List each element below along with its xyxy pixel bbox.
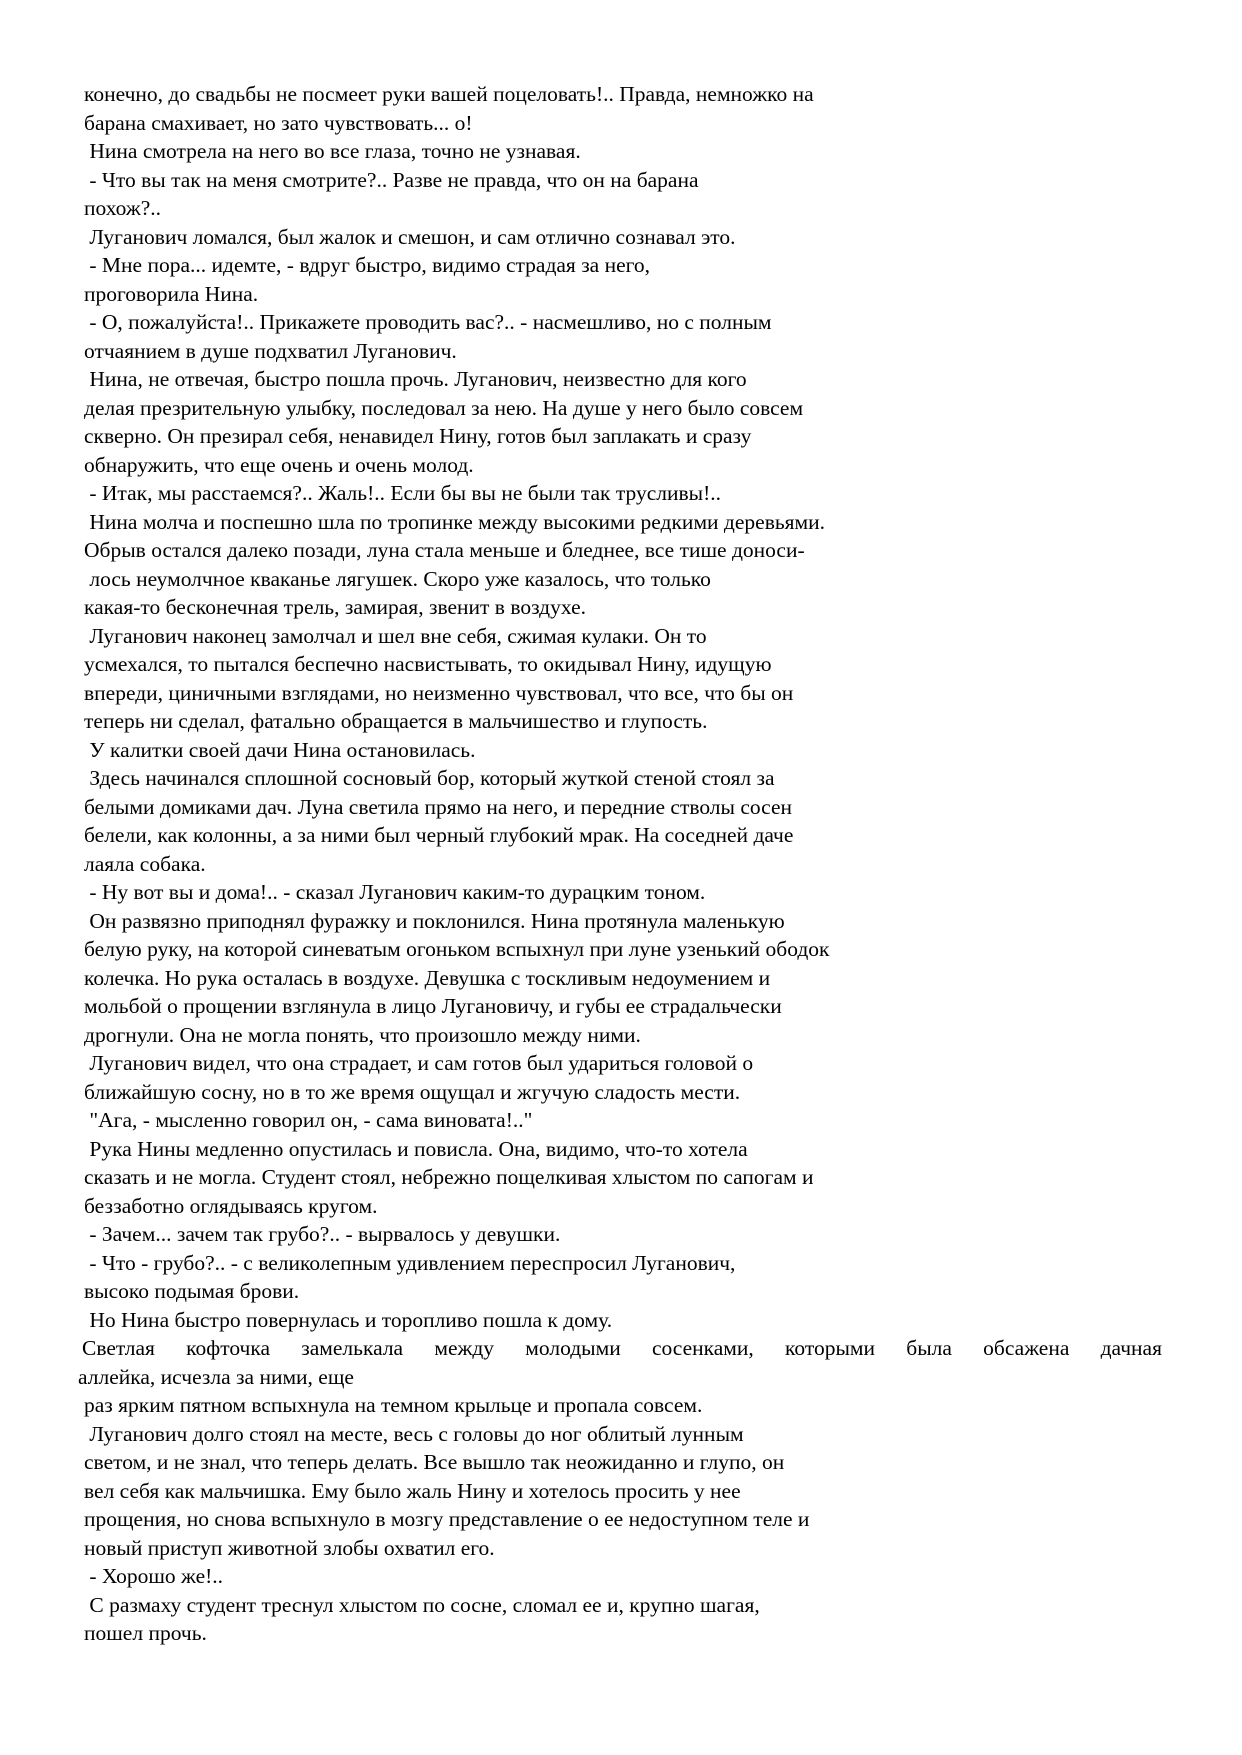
text-line: аллейка, исчезла за ними, еще <box>78 1364 354 1389</box>
text-line: лось неумолчное кваканье лягушек. Скоро уже казалось, что только <box>84 566 711 591</box>
text-line: белую руку, на которой синеватым огоньком вспыхнул при луне узенький ободок <box>84 937 830 961</box>
text-line: ближайшую сосну, но в то же время ощущал и жгучую сладость мести. <box>84 1079 741 1104</box>
text-line: скверно. Он презирал себя, ненавидел Нину, готов был заплакать и сразу <box>84 424 752 448</box>
text-line: - Зачем... зачем так грубо?.. - вырвалось у девушки. <box>84 1222 561 1246</box>
text-line: отчаянием в душе подхватил Луганович. <box>84 338 457 363</box>
text-line: белели, как колонны, а за ними был черный глубокий мрак. На соседней даче <box>84 823 794 847</box>
text-line: какая-то бесконечная трель, замирая, звенит в воздухе. <box>84 595 586 619</box>
text-line: колечка. Но рука осталась в воздухе. Девушка с тоскливым недоумением и <box>84 965 771 990</box>
text-line: Рука Нины медленно опустилась и повисла. Она, видимо, что-то хотела <box>84 1136 748 1161</box>
text-line: Нина, не отвечая, быстро пошла прочь. Луганович, неизвестно для кого <box>84 367 747 391</box>
text-line: С размаху студент треснул хлыстом по сосне, сломал ее и, крупно шагая, <box>84 1592 760 1617</box>
text-line: сказать и не могла. Студент стоял, небрежно пощелкивая хлыстом по сапогам и <box>84 1165 814 1189</box>
text-line: Здесь начинался сплошной сосновый бор, который жуткой стеной стоял за <box>84 766 775 790</box>
text-line: Нина смотрела на него во все глаза, точно не узнавая. <box>84 139 581 163</box>
text-line: пошел прочь. <box>84 1621 207 1645</box>
text-line: усмехался, то пытался беспечно насвистывать, то окидывал Нину, идущую <box>84 652 772 676</box>
text-line: теперь ни сделал, фатально обращается в мальчишество и глупость. <box>84 709 708 733</box>
text-line: Луганович ломался, был жалок и смешон, и сам отлично сознавал это. <box>84 224 736 249</box>
text-line: - Мне пора... идемте, - вдруг быстро, видимо страдая за него, <box>84 253 651 277</box>
text-line: вел себя как мальчишка. Ему было жаль Нину и хотелось просить у нее <box>84 1478 741 1503</box>
text-line: прощения, но снова вспыхнуло в мозгу представление о ее недоступном теле и <box>84 1507 810 1531</box>
text-line: Нина молча и поспешно шла по тропинке между высокими редкими деревьями. <box>84 509 826 534</box>
text-line: - О, пожалуйста!.. Прикажете проводить вас?.. - насмешливо, но с полным <box>84 310 772 334</box>
text-line: светом, и не знал, что теперь делать. Все вышло так неожиданно и глупо, он <box>84 1450 785 1474</box>
text-line: Но Нина быстро повернулась и торопливо пошла к дому. <box>84 1307 613 1332</box>
text-line: У калитки своей дачи Нина остановилась. <box>84 737 476 762</box>
text-line: проговорила Нина. <box>84 281 259 306</box>
text-line: Обрыв остался далеко позади, луна стала меньше и бледнее, все тише доноси- <box>84 538 805 562</box>
text-line: Луганович наконец замолчал и шел вне себя, сжимая кулаки. Он то <box>84 623 707 648</box>
text-line: обнаружить, что еще очень и очень молод. <box>84 452 474 477</box>
text-line: похож?.. <box>84 196 162 220</box>
text-line: конечно, до свадьбы не посмеет руки вашей поцеловать!.. Правда, немножко на <box>84 82 814 106</box>
text-line: - Хорошо же!.. <box>84 1564 224 1588</box>
text-line: беззаботно оглядываясь кругом. <box>84 1193 378 1218</box>
text-line: высоко подымая брови. <box>84 1279 300 1303</box>
text-line: барана смахивает, но зато чувствовать... о! <box>84 110 473 135</box>
text-line: раз ярким пятном вспыхнула на темном крыльце и пропала совсем. <box>84 1393 703 1417</box>
text-line: лаяла собака. <box>84 851 206 876</box>
text-line: впереди, циничными взглядами, но неизменно чувствовал, что все, что бы он <box>84 680 794 705</box>
text-line: дрогнули. Она не могла понять, что произошло между ними. <box>84 1022 641 1047</box>
justified-text-line: Светлая кофточка замелькала между молодыми сосенками, которыми была обсажена дачная <box>82 1336 1162 1360</box>
text-line: новый приступ животной злобы охватил его. <box>84 1535 495 1560</box>
text-line: мольбой о прощении взглянула в лицо Лугановичу, и губы ее страдальчески <box>84 994 782 1018</box>
text-line: белыми домиками дач. Луна светила прямо на него, и передние стволы сосен <box>84 794 793 819</box>
text-line: Луганович долго стоял на месте, весь с головы до ног облитый лунным <box>84 1421 744 1446</box>
document-body <box>78 80 1174 1648</box>
text-line: - Что - грубо?.. - с великолепным удивлением переспросил Луганович, <box>84 1250 736 1275</box>
text-line: - Что вы так на меня смотрите?.. Разве не правда, что он на барана <box>84 167 699 192</box>
text-line: делая презрительную улыбку, последовал за нею. На душе у него было совсем <box>84 395 804 420</box>
text-line: "Ага, - мысленно говорил он, - сама виновата!.." <box>84 1108 533 1132</box>
text-line: Он развязно приподнял фуражку и поклонился. Нина протянула маленькую <box>84 908 785 933</box>
text-line: - Итак, мы расстаемся?.. Жаль!.. Если бы вы не были так трусливы!.. <box>84 481 721 505</box>
text-line: - Ну вот вы и дома!.. - сказал Луганович каким-то дурацким тоном. <box>84 880 706 904</box>
text-line: Луганович видел, что она страдает, и сам готов был удариться головой о <box>84 1051 754 1075</box>
